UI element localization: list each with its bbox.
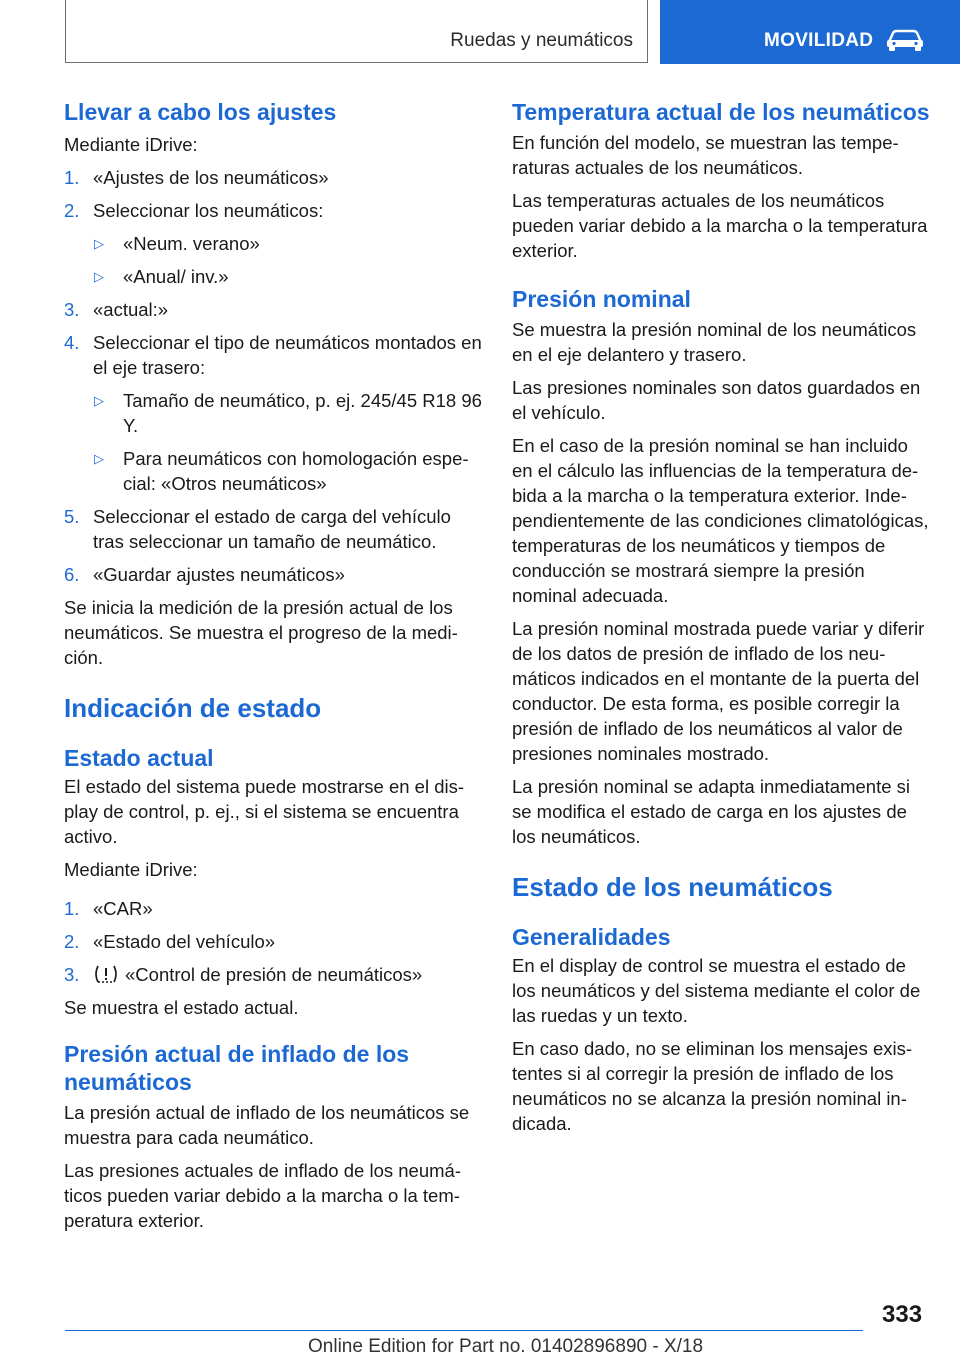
steps-list — [64, 896, 482, 987]
paragraph: Mediante iDrive: — [64, 134, 198, 155]
list-item — [64, 562, 482, 587]
step-text: «Estado del vehículo» — [93, 931, 276, 952]
step-text: Seleccionar el tipo de neumáticos montados en el eje trasero: — [93, 332, 482, 378]
section-title-estado-actual: Estado actual — [64, 745, 214, 771]
paragraph: Las presiones actuales de inflado de los neumáticos pueden variar debido a la marcha o la temperatura exterior. — [64, 1160, 461, 1231]
step-text: «actual:» — [93, 299, 169, 320]
paragraph: En el display de control se muestra el estado de los neumáticos y del sistema mediante el color de las ruedas y un texto. — [512, 955, 921, 1026]
step-text: Seleccionar los neumáticos: — [93, 200, 324, 221]
list-item — [64, 504, 482, 554]
step-number: 2. — [64, 200, 80, 221]
step-number: 3. — [64, 299, 80, 320]
paragraph: En el caso de la presión nominal se han incluido en el cálculo las influencias de la temperatura debida a la marcha o la temperatura exterior. Independientemente de las condiciones climatológicas, temperaturas de los neumáticos y tiempos de conducción se mostrará siempre la presión nominal adecuada. — [512, 435, 929, 606]
list-item — [64, 297, 482, 322]
list-item — [64, 896, 482, 921]
steps-list — [64, 165, 482, 587]
step-number: 6. — [64, 564, 80, 585]
section-title-generalidades: Generalidades — [512, 924, 671, 950]
header-section-title: Ruedas y neumáticos — [450, 30, 633, 51]
step-number: 2. — [64, 931, 80, 952]
paragraph: La presión actual de inflado de los neumáticos se muestra para cada neumático. — [64, 1102, 470, 1148]
paragraph: En función del modelo, se muestran las temperaturas actuales de los neumáticos. — [512, 132, 899, 178]
sub-item — [64, 264, 482, 289]
step-text: «Control de presión de neumáticos» — [125, 964, 423, 985]
triangle-bullet-icon: ▷ — [94, 393, 104, 408]
triangle-bullet-icon: ▷ — [94, 451, 104, 466]
triangle-bullet-icon: ▷ — [94, 236, 104, 251]
paragraph: Se muestra el estado actual. — [64, 997, 299, 1018]
paragraph: Las presiones nominales son datos guardados en el vehículo. — [512, 377, 921, 423]
sub-item-text: Tamaño de neumático, p. ej. 245/45 R18 96 Y. — [123, 390, 482, 436]
section-title-ajustes: Llevar a cabo los ajustes — [64, 99, 337, 125]
section-title-estado-neumaticos: Estado de los neumáticos — [512, 872, 833, 902]
step-number: 3. — [64, 964, 80, 985]
section-title-presion-actual: Presión actual de inflado de los neumáticos — [64, 1041, 410, 1095]
tire-pressure-warning-icon — [93, 964, 119, 984]
step-text: «Ajustes de los neumáticos» — [93, 167, 329, 188]
header-section-box — [65, 0, 648, 63]
sub-item — [64, 446, 482, 496]
sub-item — [64, 231, 482, 256]
section-title-indicacion: Indicación de estado — [64, 693, 322, 723]
step-text: «Guardar ajustes neumáticos» — [93, 564, 345, 585]
triangle-bullet-icon: ▷ — [94, 269, 104, 284]
footer-edition-text: Online Edition for Part no. 01402896890 - X/18 — [308, 1336, 704, 1357]
step-text: «CAR» — [93, 898, 153, 919]
step-number: 1. — [64, 898, 80, 919]
left-column — [64, 98, 482, 1241]
list-item — [64, 165, 482, 190]
step-number: 4. — [64, 332, 80, 353]
footer-divider — [65, 1330, 863, 1331]
list-item — [64, 929, 482, 954]
list-item — [64, 330, 482, 380]
step-number: 5. — [64, 506, 80, 527]
list-item — [64, 962, 482, 987]
sub-item-text: Para neumáticos con homologación especial: «Otros neumáticos» — [123, 448, 469, 494]
car-icon — [885, 28, 925, 52]
paragraph: Mediante iDrive: — [64, 859, 198, 880]
section-title-temperatura: Temperatura actual de los neumáticos — [512, 99, 930, 125]
paragraph: En caso dado, no se eliminan los mensajes existentes si al corregir la presión de inflado de los neumáticos no se alcanza la presión nominal indicada. — [512, 1038, 913, 1134]
paragraph: Se muestra la presión nominal de los neumáticos en el eje delantero y trasero. — [512, 319, 917, 365]
paragraph: El estado del sistema puede mostrarse en el display de control, p. ej., si el sistema se encuentra activo. — [64, 776, 465, 847]
step-text: Seleccionar el estado de carga del vehículo tras seleccionar un tamaño de neumático. — [93, 506, 451, 552]
header-tab-movilidad[interactable] — [660, 0, 960, 64]
step-number: 1. — [64, 167, 80, 188]
paragraph: La presión nominal mostrada puede variar y diferir de los datos de presión de inflado de los neumáticos indicados en el montante de la puerta del conductor. De esta forma, es posible corregir la presión de inflado de los neumáticos al valor de presiones nominales mostrado. — [512, 618, 925, 764]
sub-item-text: «Neum. verano» — [123, 233, 260, 254]
sub-item — [64, 388, 482, 438]
sub-item-text: «Anual/ inv.» — [123, 266, 229, 287]
paragraph: La presión nominal se adapta inmediatamente si se modifica el estado de carga en los ajustes de los neumáticos. — [512, 776, 910, 847]
paragraph: Se inicia la medición de la presión actual de los neumáticos. Se muestra el progreso de la medición. — [64, 597, 458, 668]
list-item — [64, 198, 482, 223]
right-column — [512, 98, 930, 1144]
header-tab-label: MOVILIDAD — [764, 30, 874, 51]
section-title-presion-nominal: Presión nominal — [512, 286, 691, 312]
paragraph: Las temperaturas actuales de los neumáticos pueden variar debido a la marcha o la temperatura exterior. — [512, 190, 928, 261]
page-number: 333 — [882, 1301, 923, 1328]
